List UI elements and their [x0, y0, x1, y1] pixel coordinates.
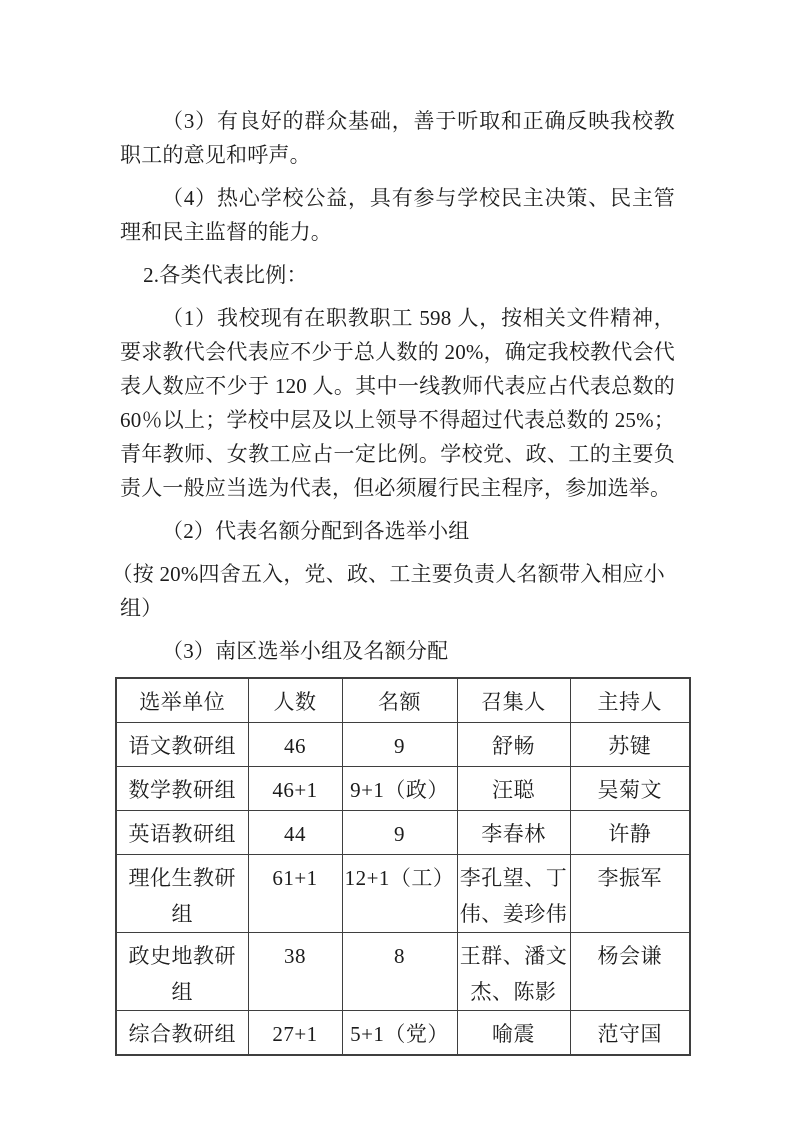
table-row: [116, 722, 690, 766]
cell-count: 61+1: [248, 854, 342, 932]
cell-unit: 数学教研组: [116, 766, 248, 810]
cell-quota: 9: [342, 722, 457, 766]
allocation-table: [115, 677, 691, 1056]
table-header-row: [116, 678, 690, 722]
table-row: [116, 810, 690, 854]
paragraph-rounding-note: （按 20%四舍五入，党、政、工主要负责人名额带入相应小组）: [111, 562, 665, 620]
paragraph-allocation-2: （2）代表名额分配到各选举小组: [162, 519, 470, 543]
column-header-chair: 主持人: [570, 678, 690, 722]
cell-chair: 许静: [570, 810, 690, 854]
paragraph-ratio-1: （1）我校现有在职教职工 598 人，按相关文件精神，要求教代会代表应不少于总人数的 20%，确定我校教代会代表人数应不少于 120 人。其中一线教师代表应占代表总数的 60％以上；学校中层及以上领导不得超过代表总数的 25%；青年教师、女教工应占一定比例。学校党、政、工的主要负责人一般应当选为代表，但必须履行民主程序，参加选举。: [120, 306, 675, 500]
cell-unit: 理化生教研组: [116, 854, 248, 932]
paragraph-south-district-3: （3）南区选举小组及名额分配: [162, 639, 449, 663]
paragraph-criteria-4: （4）热心学校公益，具有参与学校民主决策、民主管理和民主监督的能力。: [120, 186, 675, 244]
cell-quota: 8: [342, 932, 457, 1010]
cell-chair: 吴菊文: [570, 766, 690, 810]
cell-unit: 语文教研组: [116, 722, 248, 766]
column-header-unit: 选举单位: [116, 678, 248, 722]
cell-convener: 喻震: [457, 1010, 570, 1055]
section-heading-representative-ratios: 2.各类代表比例：: [143, 263, 308, 287]
column-header-quota: 名额: [342, 678, 457, 722]
cell-convener: 汪聪: [457, 766, 570, 810]
cell-chair: 杨会谦: [570, 932, 690, 1010]
cell-chair: 范守国: [570, 1010, 690, 1055]
cell-convener: 王群、潘文杰、陈影: [457, 932, 570, 1010]
table-row: [116, 854, 690, 932]
cell-count: 44: [248, 810, 342, 854]
cell-quota: 5+1（党）: [342, 1010, 457, 1055]
cell-unit: 政史地教研组: [116, 932, 248, 1010]
cell-quota: 9+1（政）: [342, 766, 457, 810]
column-header-convener: 召集人: [457, 678, 570, 722]
cell-count: 46+1: [248, 766, 342, 810]
cell-chair: 李振军: [570, 854, 690, 932]
cell-count: 46: [248, 722, 342, 766]
table-row: [116, 766, 690, 810]
cell-convener: 李孔望、丁伟、姜珍伟: [457, 854, 570, 932]
cell-quota: 12+1（工）: [342, 854, 457, 932]
cell-count: 38: [248, 932, 342, 1010]
column-header-count: 人数: [248, 678, 342, 722]
cell-convener: 李春林: [457, 810, 570, 854]
cell-unit: 英语教研组: [116, 810, 248, 854]
cell-unit: 综合教研组: [116, 1010, 248, 1055]
cell-quota: 9: [342, 810, 457, 854]
table-row: [116, 1010, 690, 1055]
cell-count: 27+1: [248, 1010, 342, 1055]
cell-chair: 苏键: [570, 722, 690, 766]
paragraph-criteria-3: （3）有良好的群众基础，善于听取和正确反映我校教职工的意见和呼声。: [120, 109, 675, 167]
table-row: [116, 932, 690, 1010]
cell-convener: 舒畅: [457, 722, 570, 766]
